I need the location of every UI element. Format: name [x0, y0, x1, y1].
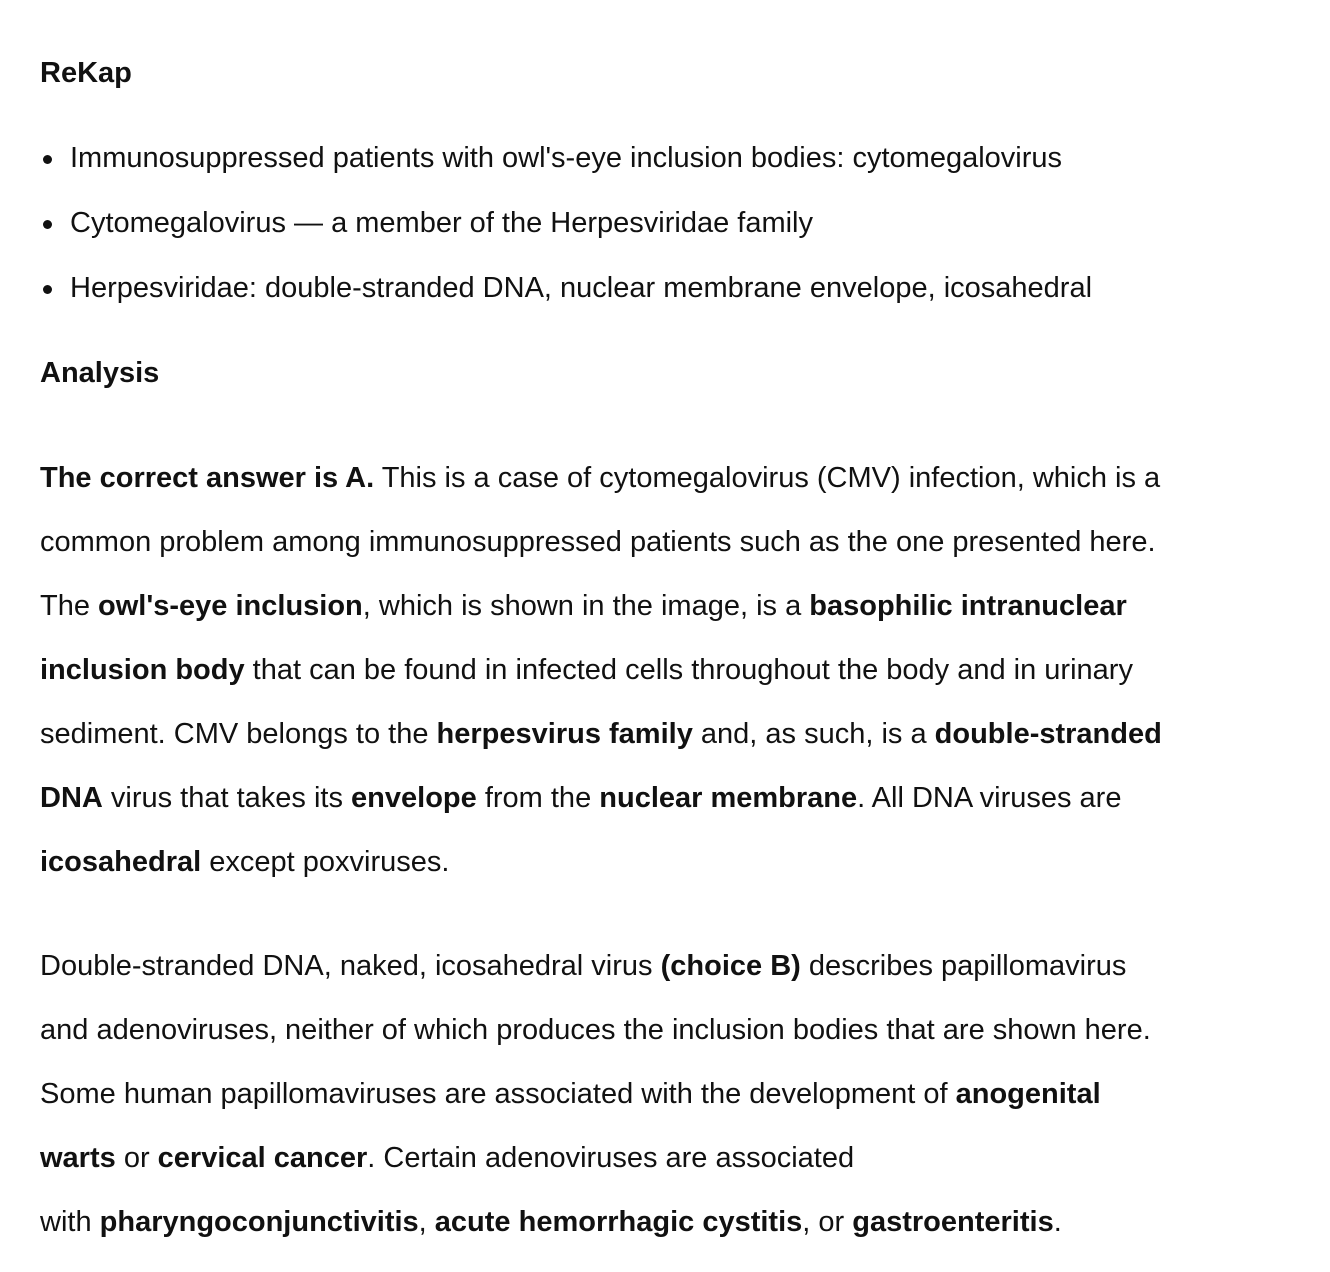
text-line — [40, 998, 1285, 1062]
list-item — [40, 140, 1092, 205]
list-item-text: Herpesviridae: double-stranded DNA, nuclear membrane envelope, icosahedral — [70, 272, 1093, 304]
text: . Certain adenoviruses are associated — [367, 1142, 855, 1174]
bold-text: gastroenteritis — [852, 1206, 1054, 1238]
bold-text: cervical cancer — [157, 1142, 368, 1174]
list-item-text: Cytomegalovirus — a member of the Herpesviridae family — [70, 207, 813, 239]
text-line — [40, 574, 1285, 638]
bold-text: nuclear membrane — [599, 782, 858, 814]
text: virus that takes its — [102, 782, 352, 814]
text: and adenoviruses, neither of which produces the inclusion bodies that are shown here. — [40, 1014, 1151, 1046]
bullet-icon — [43, 155, 52, 164]
bold-text: icosahedral — [40, 846, 202, 878]
bold-text: warts — [40, 1142, 116, 1174]
text: . All DNA viruses are — [857, 782, 1122, 814]
text: and, as such, is a — [692, 718, 935, 750]
rekap-heading: ReKap — [40, 57, 132, 89]
bold-text: pharyngoconjunctivitis — [99, 1206, 419, 1238]
bold-text: anogenital — [955, 1078, 1101, 1110]
list-item — [40, 205, 1092, 270]
text: , or — [802, 1206, 853, 1238]
text-line — [40, 446, 1285, 510]
bold-text: The correct answer is A. — [40, 462, 375, 494]
text-line — [40, 638, 1285, 702]
bold-text: inclusion body — [40, 654, 245, 686]
bold-text: herpesvirus family — [436, 718, 693, 750]
text-line — [40, 830, 1285, 894]
bold-text: acute hemorrhagic cystitis — [434, 1206, 803, 1238]
text-line — [40, 766, 1285, 830]
text: common problem among immunosuppressed patients such as the one presented here. — [40, 526, 1156, 558]
list-item-text: Immunosuppressed patients with owl's-eye inclusion bodies: cytomegalovirus — [70, 142, 1063, 174]
text: or — [115, 1142, 158, 1174]
text-line — [40, 934, 1285, 998]
text: Double-stranded DNA, naked, icosahedral virus — [40, 950, 661, 982]
bold-text: basophilic intranuclear — [809, 590, 1127, 622]
text: describes papillomavirus — [800, 950, 1127, 982]
text: This is a case of cytomegalovirus (CMV) infection, which is a — [374, 462, 1161, 494]
bullet-icon — [43, 285, 52, 294]
text-line — [40, 1190, 1285, 1254]
text: with — [40, 1206, 100, 1238]
analysis-paragraph-choice-b — [40, 934, 1285, 1254]
list-item — [40, 270, 1092, 335]
bold-text: (choice B) — [660, 950, 801, 982]
text: Some human papillomaviruses are associated with the development of — [40, 1078, 956, 1110]
text-line — [40, 1126, 1285, 1190]
bold-text: owl's-eye inclusion — [98, 590, 363, 622]
bold-text: envelope — [351, 782, 477, 814]
bold-text: double-stranded — [934, 718, 1162, 750]
analysis-paragraph-correct-answer — [40, 446, 1285, 894]
text: , — [418, 1206, 435, 1238]
text-line — [40, 1062, 1285, 1126]
bold-text: DNA — [40, 782, 103, 814]
text: The — [40, 590, 99, 622]
text-line — [40, 702, 1285, 766]
bullet-icon — [43, 220, 52, 229]
text: except poxviruses. — [201, 846, 450, 878]
text: sediment. CMV belongs to the — [40, 718, 437, 750]
text: , which is shown in the image, is a — [362, 590, 810, 622]
text: from the — [476, 782, 600, 814]
analysis-heading: Analysis — [40, 357, 160, 389]
text-line — [40, 510, 1285, 574]
rekap-list — [40, 140, 1092, 335]
text: . — [1053, 1206, 1062, 1238]
text: that can be found in infected cells throughout the body and in urinary — [244, 654, 1133, 686]
